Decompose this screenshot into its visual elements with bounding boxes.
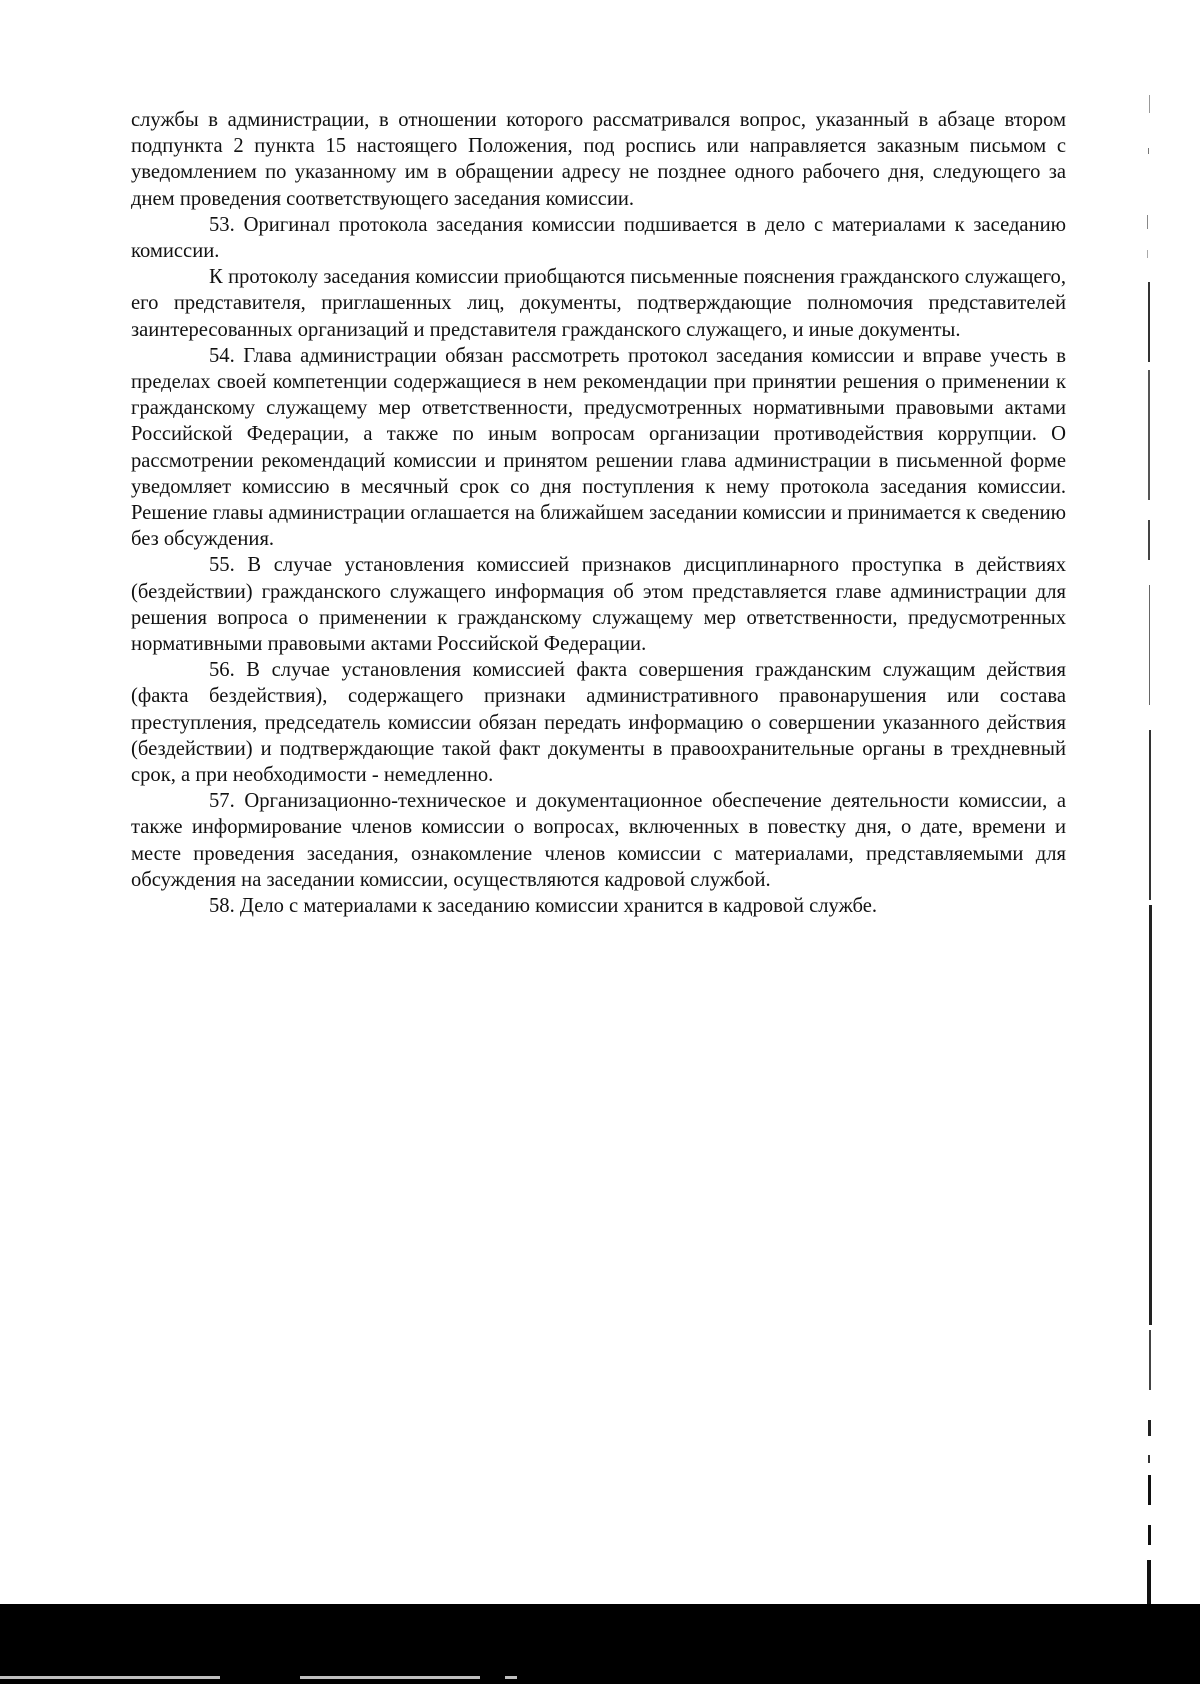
scan-edge-artifact	[1149, 730, 1151, 900]
scan-edge-artifact	[1149, 95, 1150, 113]
scan-edge-artifact	[1148, 370, 1150, 500]
scan-edge-artifact	[1148, 520, 1150, 560]
scan-edge-artifact	[1147, 1560, 1151, 1604]
scan-bottom-strip	[505, 1676, 517, 1679]
scan-bottom-strip	[300, 1676, 480, 1679]
scan-bottom-black-bar	[0, 1604, 1200, 1684]
paragraph-57: 57. Организационно-техническое и документационное обеспечение деятельности комиссии, а также информирование членов комиссии о вопросах, включенных в повестку дня, о дате, времени и месте проведения заседания, ознакомление членов комиссии с материалами, представляемыми для обсуждения на заседании комиссии, осуществляются кадровой службой.	[131, 790, 1066, 891]
scan-edge-artifact	[1147, 250, 1148, 258]
scan-bottom-strip	[0, 1676, 220, 1679]
scan-edge-artifact	[1149, 905, 1152, 1325]
paragraph-53: 53. Оригинал протокола заседания комиссии подшивается в дело с материалами к заседанию комиссии.	[131, 213, 1066, 263]
scan-edge-artifact	[1148, 1525, 1151, 1545]
paragraph-55: 55. В случае установления комиссией признаков дисциплинарного проступка в действиях (бездействии) гражданского служащего информация об этом представляется главе администрации для решения вопроса о применении к гражданскому служащему мер ответственности, предусмотренных нормативными правовыми актами Российской Федерации.	[131, 554, 1066, 656]
paragraph-58: 58. Дело с материалами к заседанию комиссии хранится в кадровой службе.	[209, 895, 878, 918]
scan-edge-artifact	[1148, 282, 1150, 362]
paragraph-56: 56. В случае установления комиссией факта совершения гражданским служащим действия (факта бездействия), содержащего признаки административного правонарушения или состава преступления, председатель комиссии обязан передать информацию о совершении указанного действия (бездействии) и подтверждающие такой факт документы в правоохранительные органы в трехдневный срок, а при необходимости - немедленно.	[131, 659, 1066, 787]
scan-edge-artifact	[1149, 1330, 1151, 1390]
scan-edge-artifact	[1148, 1475, 1151, 1505]
paragraph-continuation: службы в администрации, в отношении которого рассматривался вопрос, указанный в абзаце втором подпункта 2 пункта 15 настоящего Положения, под роспись или направляется заказным письмом с уведомлением по указанному им в обращении адресу не позднее одного рабочего дня, следующего за днем проведения соответствующего заседания комиссии.	[131, 109, 1066, 210]
document-body	[131, 107, 1066, 919]
paragraph-54: 54. Глава администрации обязан рассмотреть протокол заседания комиссии и вправе учесть в пределах своей компетенции содержащиеся в нем рекомендации при принятии решения о применении к гражданскому служащему мер ответственности, предусмотренных нормативными правовыми актами Российской Федерации, а также по иным вопросам организации противодействия коррупции. О рассмотрении рекомендаций комиссии и принятом решении глава администрации в письменной форме уведомляет комиссию в месячный срок со дня поступления к нему протокола заседания комиссии. Решение главы администрации оглашается на ближайшем заседании комиссии и принимается к сведению без обсуждения.	[131, 344, 1066, 551]
scan-edge-artifact	[1149, 585, 1150, 705]
paragraph-53-attachments: К протоколу заседания комиссии приобщаются письменные пояснения гражданского служащего, его представителя, приглашенных лиц, документы, подтверждающие полномочия представителей заинтересованных организаций и представителя гражданского служащего, и иные документы.	[131, 266, 1066, 341]
scan-edge-artifact	[1147, 215, 1148, 229]
scan-edge-artifact	[1148, 1420, 1151, 1436]
scan-edge-artifact	[1148, 1455, 1150, 1463]
scan-edge-artifact	[1148, 148, 1149, 154]
